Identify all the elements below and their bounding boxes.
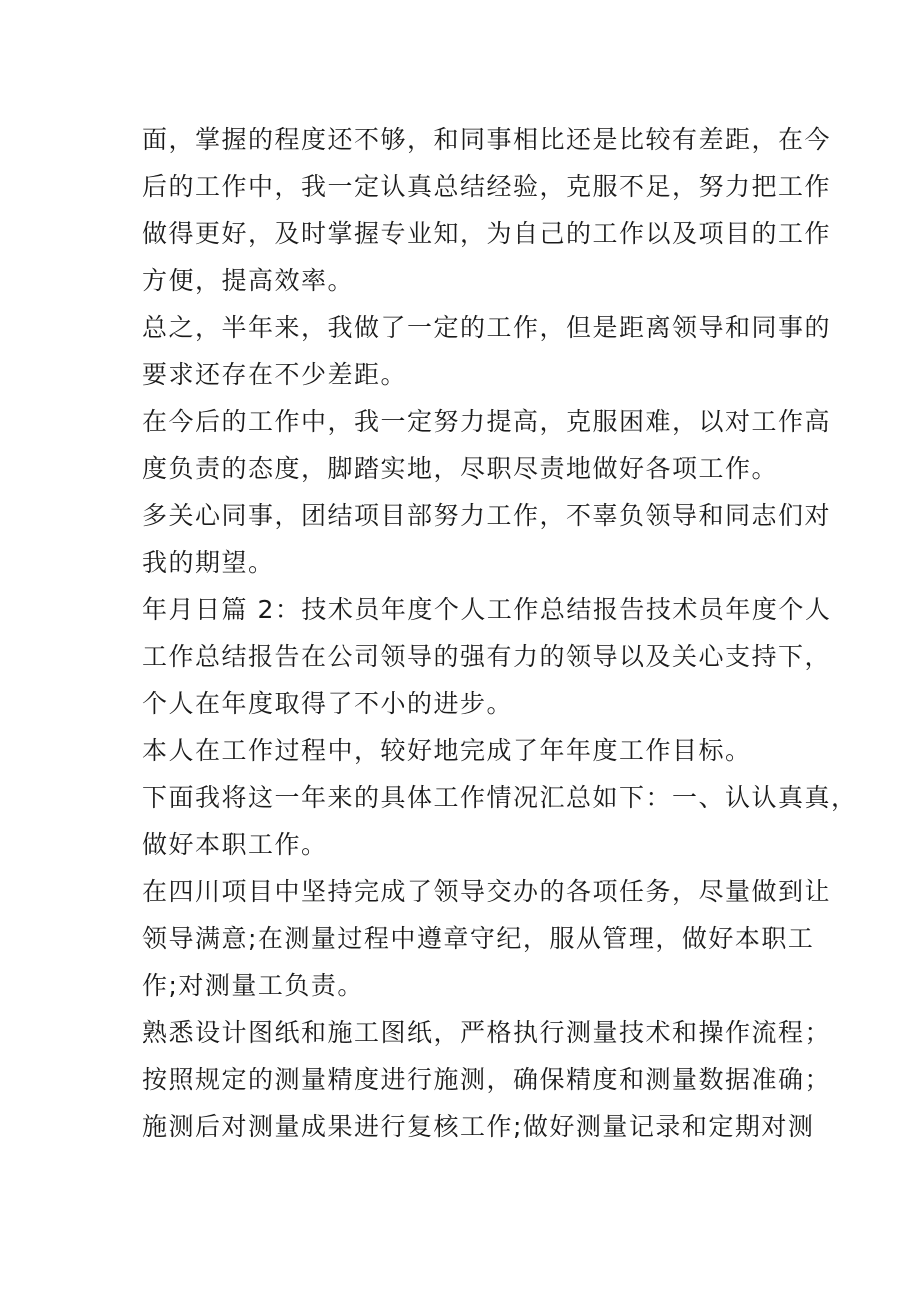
text-line: 面，掌握的程度还不够，和同事相比还是比较有差距，在今	[142, 125, 832, 154]
text-line: 在今后的工作中，我一定努力提高，克服困难，以对工作高	[142, 407, 832, 436]
text-line: 施测后对测量成果进行复核工作;做好测量记录和定期对测	[142, 1112, 815, 1141]
text-line: 领导满意;在测量过程中遵章守纪，服从管理，做好本职工	[142, 924, 815, 953]
text-line: 工作总结报告在公司领导的强有力的领导以及关心支持下，	[142, 642, 832, 671]
text-line: 下面我将这一年来的具体工作情况汇总如下：一、认认真真，	[142, 783, 858, 812]
text-line: 我的期望。	[142, 548, 275, 577]
text-line: 多关心同事，团结项目部努力工作，不辜负领导和同志们对	[142, 501, 832, 530]
text-line: 后的工作中，我一定认真总结经验，克服不足，努力把工作	[142, 172, 832, 201]
text-line: 年月日篇 2：技术员年度个人工作总结报告技术员年度个人	[142, 595, 832, 624]
text-line: 个人在年度取得了不小的进步。	[142, 689, 514, 718]
text-line: 要求还存在不少差距。	[142, 360, 408, 389]
text-line: 在四川项目中坚持完成了领导交办的各项任务，尽量做到让	[142, 877, 832, 906]
text-line: 方便，提高效率。	[142, 266, 355, 295]
text-line: 度负责的态度，脚踏实地，尽职尽责地做好各项工作。	[142, 454, 779, 483]
text-line: 做得更好，及时掌握专业知，为自己的工作以及项目的工作	[142, 219, 832, 248]
document-body	[142, 116, 858, 1150]
text-line: 本人在工作过程中，较好地完成了年年度工作目标。	[142, 736, 752, 765]
text-line: 作;对测量工负责。	[142, 971, 364, 1000]
text-line: 按照规定的测量精度进行施测，确保精度和测量数据准确；	[142, 1065, 832, 1094]
text-line: 熟悉设计图纸和施工图纸，严格执行测量技术和操作流程；	[142, 1018, 832, 1047]
text-line: 做好本职工作。	[142, 830, 328, 859]
text-line: 总之，半年来，我做了一定的工作，但是距离领导和同事的	[142, 313, 832, 342]
